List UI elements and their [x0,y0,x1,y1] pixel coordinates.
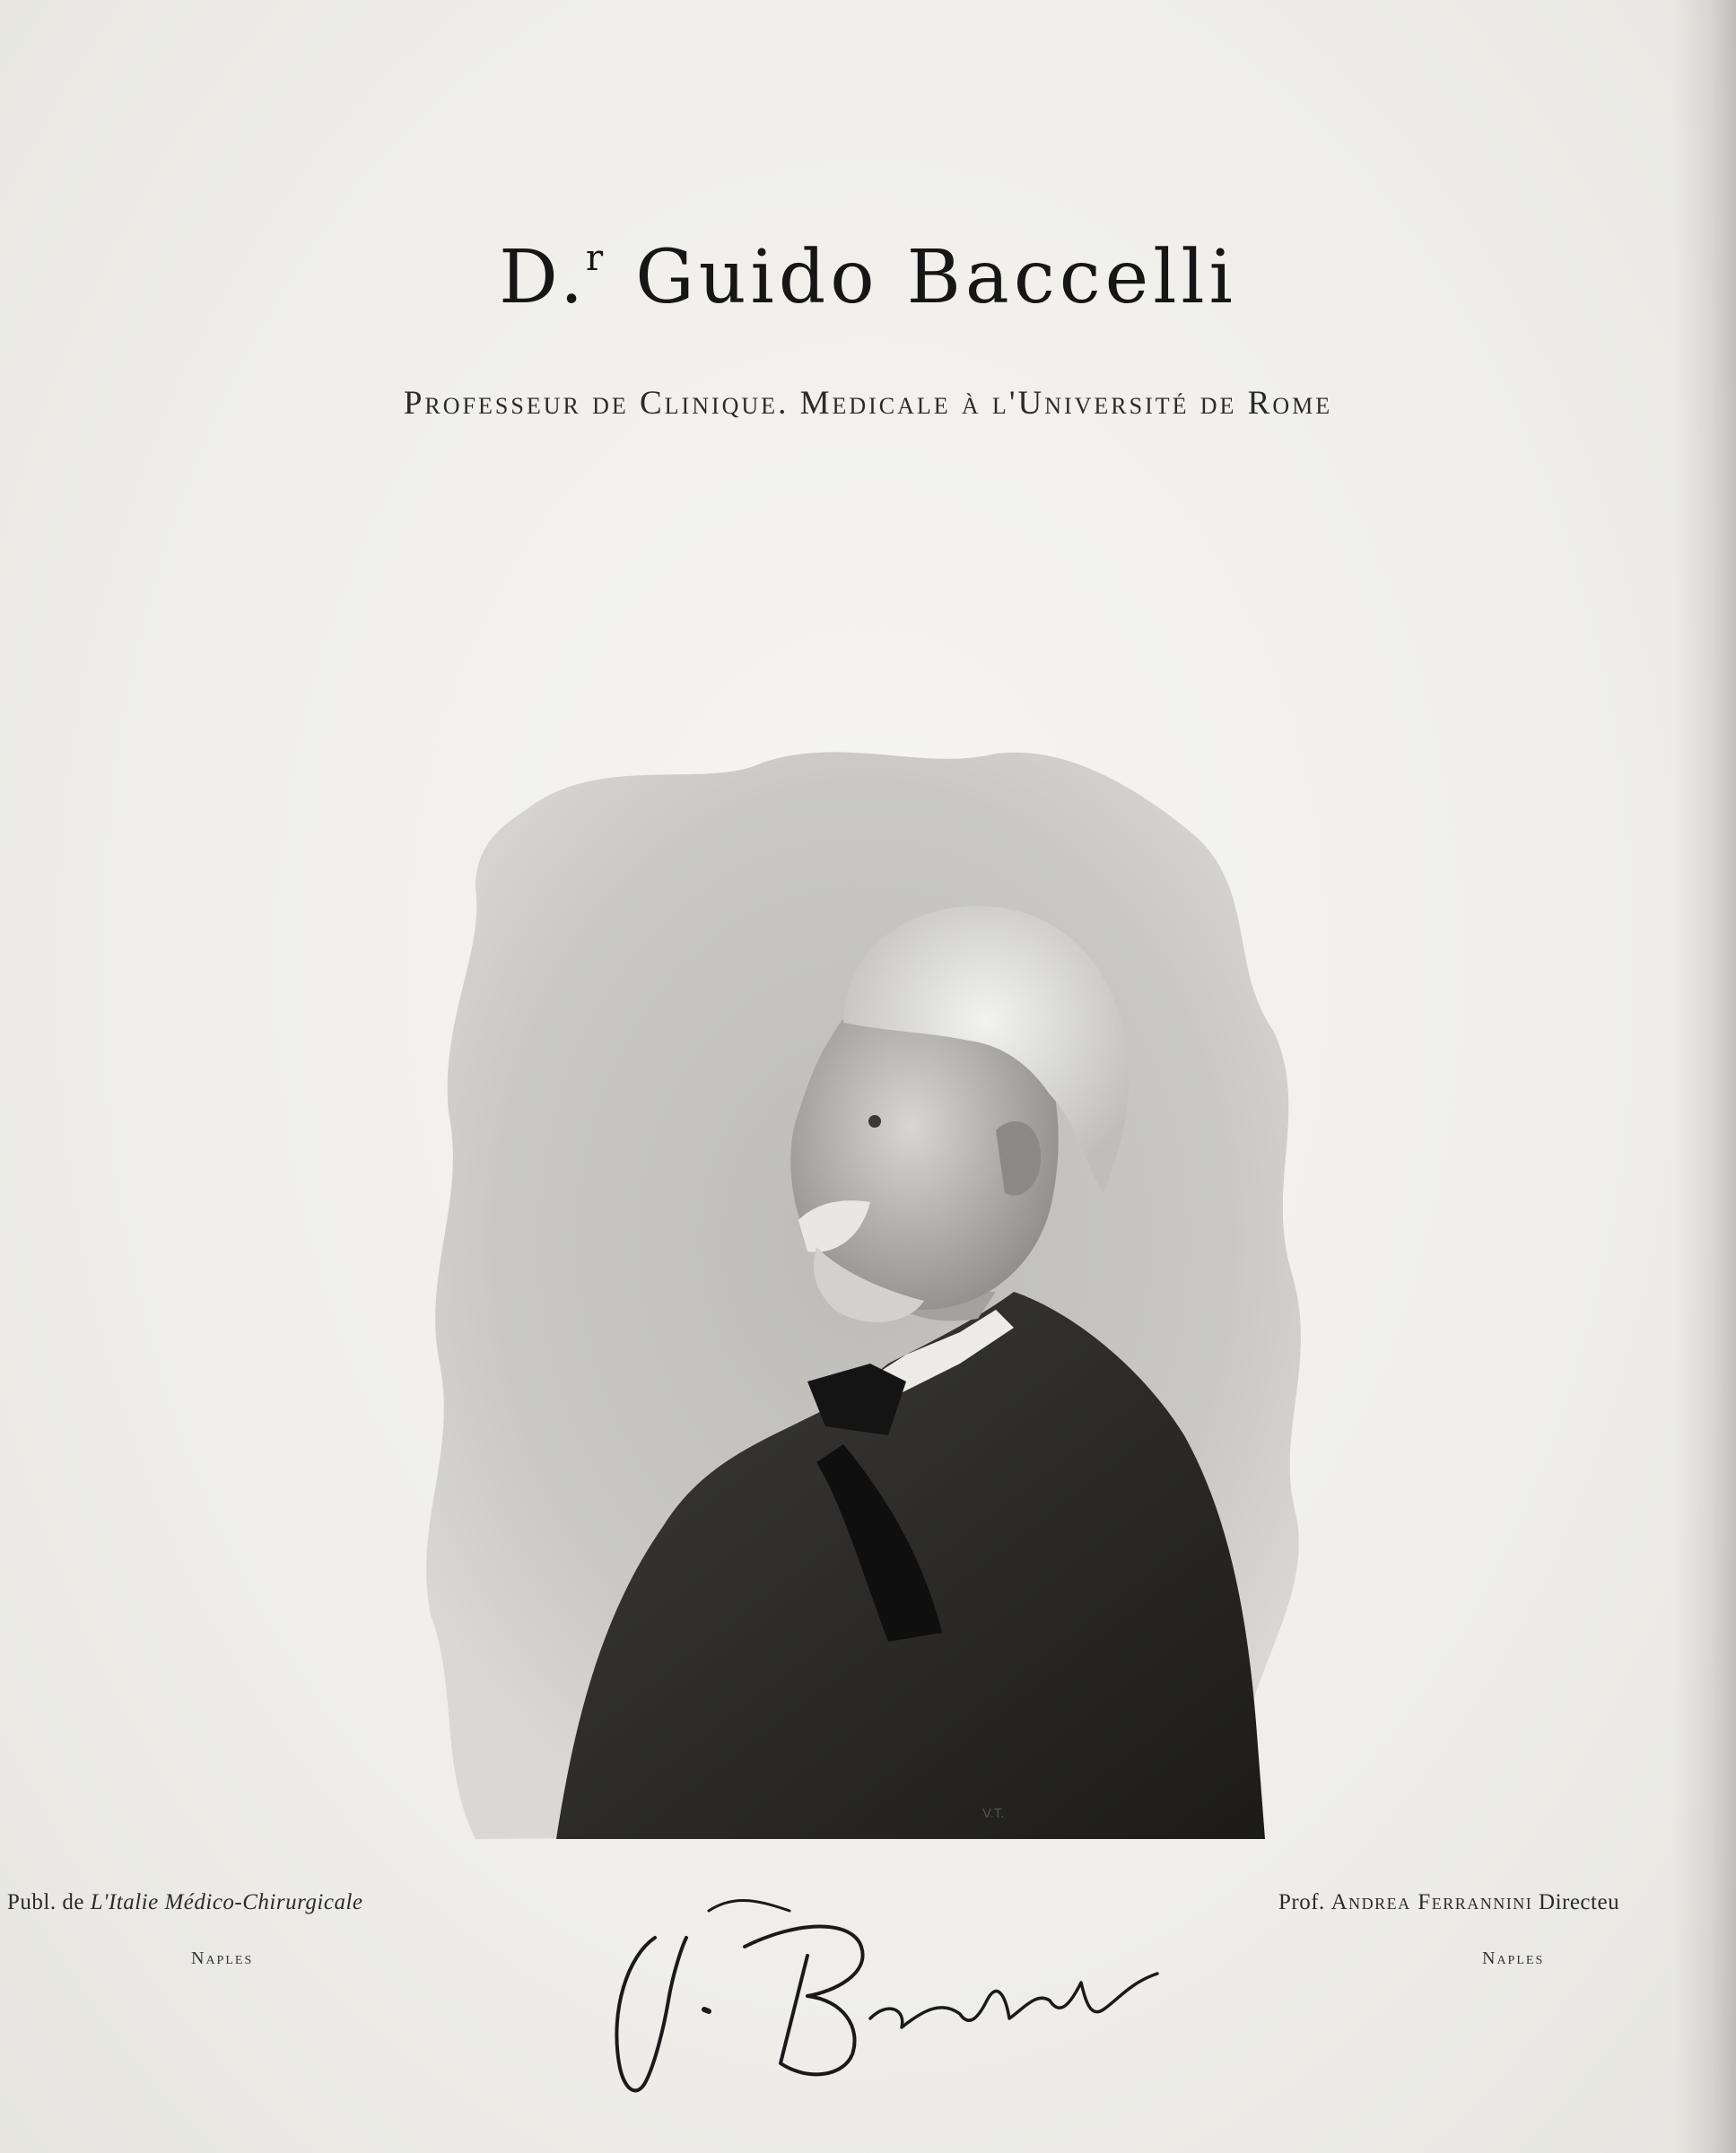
publisher-city: Naples [191,1948,254,1968]
title-name: Guido Baccelli [607,235,1237,320]
eye-shape [868,1115,881,1128]
publisher-prefix: Publ. de [7,1890,91,1914]
page-edge-shadow [1673,0,1736,2153]
publication-title: L'Italie Médico-Chirurgicale [90,1890,363,1914]
signature-rest-stroke [870,1974,1157,2027]
page-subtitle: Professeur de Clinique. Medicale à l'Université de Rome [403,385,1333,422]
title-prefix: D. [499,235,589,320]
signature-image [583,1884,1175,2117]
signature-dot [704,2009,709,2011]
director-city: Naples [1482,1948,1545,1968]
director-prefix: Prof. [1278,1890,1331,1914]
director-role: Directeu [1532,1890,1620,1914]
portrait-image [422,736,1319,1848]
signature-b-stroke [745,1927,863,2075]
page-title [0,235,1736,320]
publisher-credit [7,1890,363,1915]
title-superscript: r [586,238,608,279]
signature-g-stroke [616,1938,686,2090]
director-credit [1278,1890,1619,1915]
engraver-mark: V.T. [982,1806,1005,1821]
director-name: Andrea Ferrannini [1330,1890,1533,1914]
signature-tail-stroke [709,1900,789,1911]
